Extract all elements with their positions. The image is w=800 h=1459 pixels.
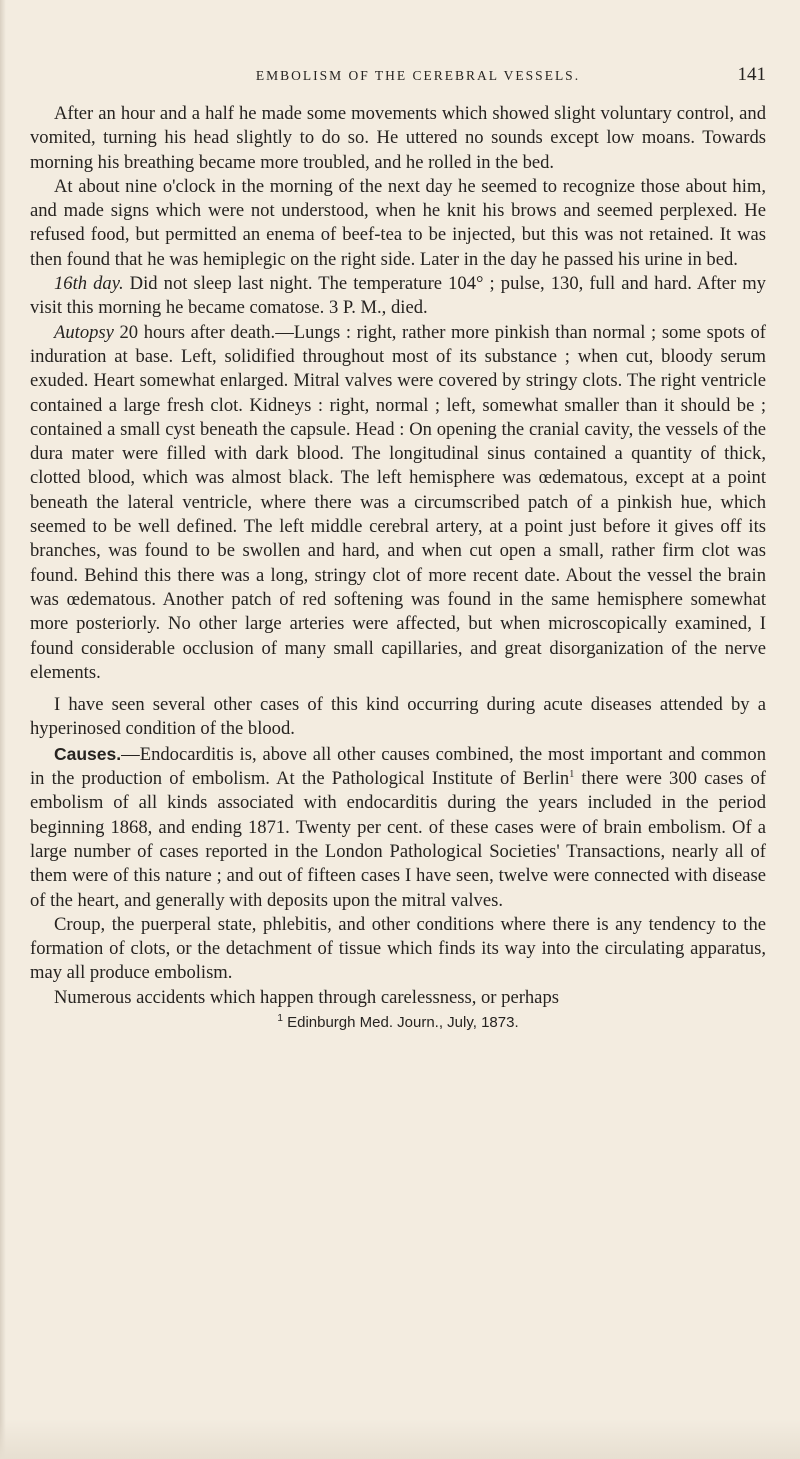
paragraph-croup: Croup, the puerperal state, phlebitis, and other conditions where there is any tendency to the formation of clots, or the detachment of tissue which finds its way into the circulating apparatus, may all produce embolism. (30, 913, 766, 984)
paragraph-16th-day: 16th day. Did not sleep last night. The temperature 104° ; pulse, 130, full and hard. After my visit this morning he became comatose. 3 P. M., died. (30, 273, 766, 319)
footnote-marker: 1 (277, 1012, 283, 1024)
autopsy-label: Autopsy (54, 321, 114, 343)
page-bottom-shadow (0, 1419, 800, 1459)
running-head (30, 64, 766, 102)
paragraph-1: After an hour and a half he made some movements which showed slight voluntary control, and vomited, turning his head slightly to do so. He uttered no sounds except low moans. Towards morning his breathing became more troubled, and he rolled in the bed. (30, 103, 766, 173)
paragraph-gap (30, 685, 766, 693)
paragraph-several-cases: I have seen several other cases of this kind occurring during acute diseases attended by a hyperinosed condition of the blood. (30, 694, 766, 740)
paragraph-2: At about nine o'clock in the morning of the next day he seemed to recognize those about him, and made signs which were not understood, when he knit his brows and seemed perplexed. He refused food, but permitted an enema of beef-tea to be injected, but this was not retained. It was then found that he was hemiplegic on the right side. Later in the day he passed his urine in bed. (30, 175, 766, 270)
paragraph-causes: Causes.—Endocarditis is, above all other causes combined, the most important and common in the production of embolism. At the Pathological Institute of Berlin$^1$ there were 300 cases of embolism of all kinds associated with endocarditis during the years included in the period beginning 1868, and ending 1871. Twenty per cent. of these cases were of brain embolism. Of a large number of cases reported in the London Pathological Societies' Transactions, nearly all of them were of this nature ; and out of fifteen cases I have seen, twelve were connected with disease of the heart, and generally with deposits upon the mitral valves. (30, 743, 766, 911)
paragraph-autopsy: Autopsy 20 hours after death.—Lungs : right, rather more pinkish than normal ; some spots of induration at base. Left, solidified throughout most of its substance ; when cut, bloody serum exuded. Heart somewhat enlarged. Mitral valves were covered by stringy clots. The right ventricle contained a large fresh clot. Kidneys : right, normal ; left, somewhat smaller than it should be ; contained a small cyst beneath the capsule. Head : On opening the cranial cavity, the vessels of the dura mater were filled with dark blood. The longitudinal sinus contained a quantity of thick, clotted blood, which was almost black. The left hemisphere was œdematous, except at a point beneath the lateral ventricle, where there was a circumscribed patch of a pinkish hue, which seemed to be well defined. The left middle cerebral artery, at a point just before it gives off its branches, was found to be swollen and hard, and when cut open a small, rather firm clot was found. Behind this there was a long, stringy clot of more recent date. About the vessel the brain was œdematous. Another patch of red softening was found in the same hemisphere somewhat more posteriorly. No other large arteries were affected, but when microscopically examined, I found considerable occlusion of many small capillaries, and great disorganization of the nerve elements. (30, 321, 766, 683)
page-number: 141 (737, 64, 766, 85)
running-title: EMBOLISM OF THE CEREBRAL VESSELS. (255, 68, 581, 83)
day-label: 16th day. (54, 273, 124, 295)
footnote-ref: 1 (569, 768, 575, 780)
footnote (30, 1014, 766, 1031)
causes-heading: Causes. (54, 743, 122, 764)
book-page (30, 64, 766, 1031)
page-edge-shadow (0, 0, 6, 1459)
paragraph-accidents: Numerous accidents which happen through carelessness, or perhaps (54, 986, 559, 1008)
footnote-text: Edinburgh Med. Journ., July, 1873. (287, 1013, 519, 1031)
